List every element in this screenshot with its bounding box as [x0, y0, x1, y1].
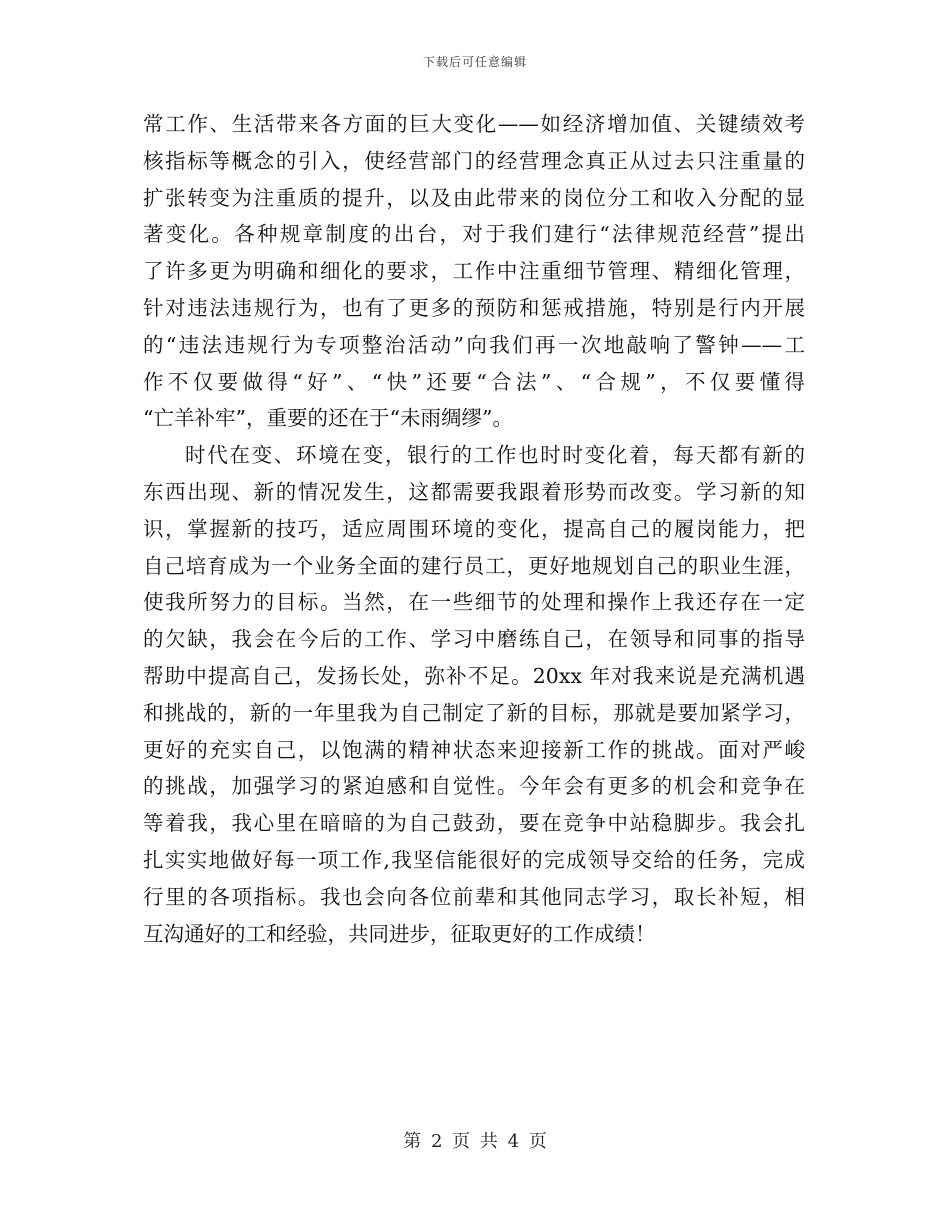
page-number: 第 2 页 共 4 页 [403, 1131, 547, 1152]
text-line: 帮助中提高自己，发扬长处，弥补不足。20xx 年对我来说是充满机遇 [143, 663, 805, 688]
text-line: 使我所努力的目标。当然，在一些细节的处理和操作上我还存在一定 [143, 590, 805, 615]
paragraph-2 [143, 437, 805, 952]
text-line: 和挑战的，新的一年里我为自己制定了新的目标，那就是要加紧学习， [143, 700, 805, 725]
text-line: 扩张转变为注重质的提升，以及由此带来的岗位分工和收入分配的显 [143, 185, 805, 210]
text-line: 的欠缺，我会在今后的工作、学习中磨练自己，在领导和同事的指导 [143, 627, 805, 652]
page-header: 下载后可任意编辑 [422, 55, 527, 69]
text-line: 自己培育成为一个业务全面的建行员工，更好地规划自己的职业生涯， [143, 553, 805, 578]
text-line: 作不仅要做得“好”、“快”还要“合法”、“合规”，不仅要懂得 [143, 369, 805, 394]
text-line: 更好的充实自己，以饱满的精神状态来迎接新工作的挑战。面对严峻 [143, 737, 805, 762]
text-line: 等着我，我心里在暗暗的为自己鼓劲，要在竞争中站稳脚步。我会扎 [143, 811, 805, 836]
document-body [143, 106, 805, 952]
text-line: 针对违法违规行为，也有了更多的预防和惩戒措施，特别是行内开展 [143, 295, 805, 320]
text-line: 扎实实地做好每一项工作,我坚信能很好的完成领导交给的任务，完成 [143, 847, 805, 872]
text-line: 的挑战，加强学习的紧迫感和自觉性。今年会有更多的机会和竞争在 [143, 774, 805, 799]
text-line: 东西出现、新的情况发生，这都需要我跟着形势而改变。学习新的知 [143, 479, 805, 504]
text-line: 互沟通好的工和经验，共同进步，征取更好的工作成绩！ [143, 921, 656, 946]
text-line: 行里的各项指标。我也会向各位前辈和其他同志学习，取长补短，相 [143, 884, 805, 909]
text-line: 了许多更为明确和细化的要求，工作中注重细节管理、精细化管理， [143, 259, 805, 284]
text-line: 著变化。各种规章制度的出台，对于我们建行“法律规范经营”提出 [143, 222, 805, 247]
text-line: 的“违法违规行为专项整治活动”向我们再一次地敲响了警钟——工 [143, 332, 805, 357]
text-line: 时代在变、环境在变，银行的工作也时时变化着，每天都有新的 [185, 443, 805, 468]
text-line: 核指标等概念的引入，使经营部门的经营理念真正从过去只注重量的 [143, 148, 805, 173]
text-line: 常工作、生活带来各方面的巨大变化——如经济增加值、关键绩效考 [143, 112, 805, 136]
text-line: “亡羊补牢”，重要的还在于“未雨绸缪”。 [143, 406, 513, 431]
text-line: 识，掌握新的技巧，适应周围环境的变化，提高自己的履岗能力，把 [143, 516, 805, 541]
paragraph-1 [143, 106, 805, 437]
